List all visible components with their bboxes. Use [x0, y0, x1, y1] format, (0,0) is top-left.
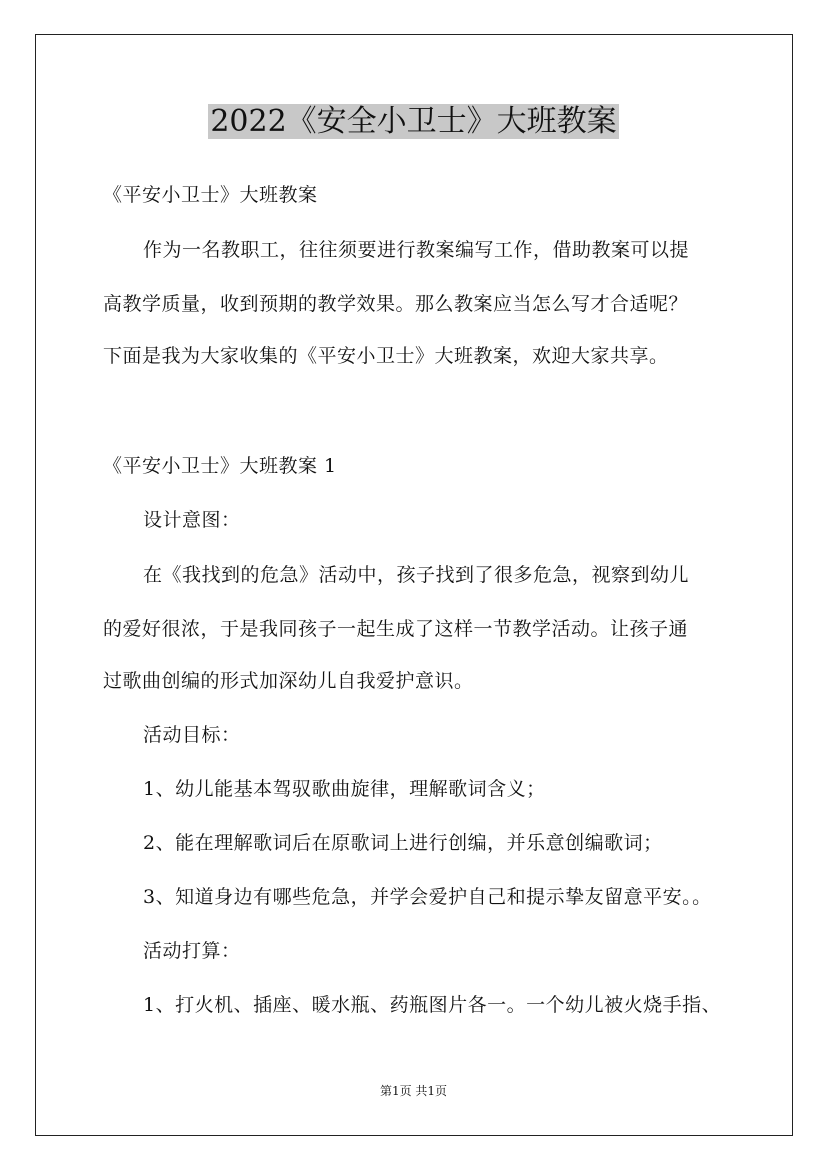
design-line-2: 的爱好很浓，于是我同孩子一起生成了这样一节教学活动。让孩子通: [103, 618, 689, 640]
goal-item-2: 2、能在理解歌词后在原歌词上进行创编，并乐意创编歌词；: [143, 832, 663, 854]
prep-heading: 活动打算：: [143, 940, 241, 962]
section-title: 《平安小卫士》大班教案 1: [103, 455, 337, 477]
design-line-1: 在《我找到的危急》活动中，孩子找到了很多危急，视察到幼儿: [143, 564, 690, 586]
intro-line-1: 作为一名教职工，往往须要进行教案编写工作，借助教案可以提: [143, 239, 690, 261]
goal-item-3: 3、知道身边有哪些危急，并学会爱护自己和提示挚友留意平安。。: [143, 886, 712, 908]
intro-line-2: 高教学质量，收到预期的教学效果。那么教案应当怎么写才合适呢？: [103, 293, 689, 315]
goals-heading: 活动目标：: [143, 724, 241, 746]
document-title: [0, 102, 827, 142]
intro-line-3: 下面是我为大家收集的《平安小卫士》大班教案，欢迎大家共享。: [103, 345, 669, 367]
goal-item-1: 1、幼儿能基本驾驭歌曲旋律，理解歌词含义；: [143, 778, 546, 800]
title-text: 2022《安全小卫士》大班教案: [210, 104, 617, 139]
page-number: 第1页 共1页: [379, 1084, 448, 1098]
design-heading: 设计意图：: [143, 509, 241, 531]
prep-item-1: 1、打火机、插座、暖水瓶、药瓶图片各一。一个幼儿被火烧手指、: [143, 994, 722, 1016]
design-line-3: 过歌曲创编的形式加深幼儿自我爱护意识。: [103, 670, 474, 692]
document-subtitle: 《平安小卫士》大班教案: [103, 184, 318, 206]
